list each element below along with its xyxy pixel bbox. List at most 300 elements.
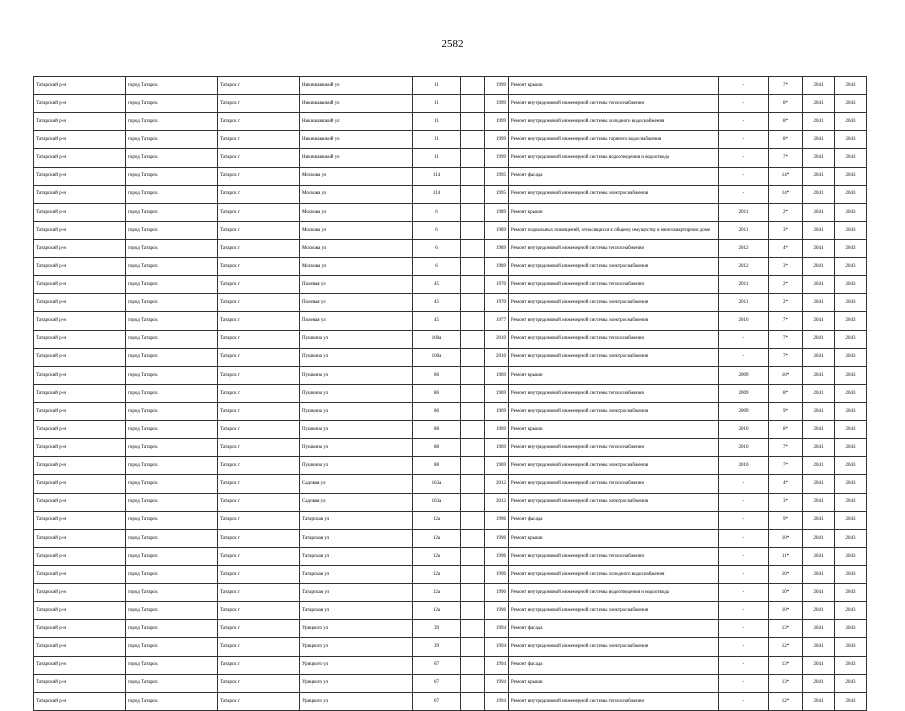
year-built-cell: 1969 (485, 402, 509, 420)
wear-cell: 7* (769, 312, 803, 330)
street-cell: Никишавшкий ул (300, 77, 413, 95)
start-year-cell: 2041 (803, 384, 835, 402)
house-number-cell: 163а (413, 475, 461, 493)
start-year-cell: 2041 (803, 511, 835, 529)
district-cell: Татарский р-н (34, 584, 126, 602)
settlement-cell: город Татарск (126, 258, 218, 276)
year-built-cell: 1999 (485, 77, 509, 95)
work-type-cell: Ремонт внутридомовой инженерной системы теплоснабжения (509, 276, 719, 294)
street-cell: Татарская ул (300, 565, 413, 583)
work-type-cell: Ремонт внутридомовой инженерной системы электроснабжения (509, 638, 719, 656)
locality-cell: Татарск г (218, 149, 300, 167)
district-cell: Татарский р-н (34, 674, 126, 692)
house-number-cell: 11 (413, 113, 461, 131)
year-built-cell: 1969 (485, 439, 509, 457)
work-type-cell: Ремонт внутридомовой инженерной системы теплоснабжения (509, 547, 719, 565)
settlement-cell: город Татарск (126, 312, 218, 330)
start-year-cell: 2041 (803, 203, 835, 221)
end-year-cell: 2043 (835, 584, 867, 602)
district-cell: Татарский р-н (34, 294, 126, 312)
end-year-cell: 2043 (835, 113, 867, 131)
year-built-cell: 1969 (485, 366, 509, 384)
last-repair-year-cell: - (719, 348, 769, 366)
settlement-cell: город Татарск (126, 366, 218, 384)
street-cell: Москова ул (300, 185, 413, 203)
end-year-cell: 2043 (835, 402, 867, 420)
settlement-cell: город Татарск (126, 294, 218, 312)
building-cell (461, 656, 485, 674)
end-year-cell: 2043 (835, 656, 867, 674)
work-type-cell: Ремонт внутридомовой инженерной системы электроснабжения (509, 493, 719, 511)
work-type-cell: Ремонт внутридомовой инженерной системы электроснабжения (509, 294, 719, 312)
building-cell (461, 203, 485, 221)
house-number-cell: 45 (413, 294, 461, 312)
end-year-cell: 2043 (835, 565, 867, 583)
building-cell (461, 493, 485, 511)
building-cell (461, 511, 485, 529)
locality-cell: Татарск г (218, 276, 300, 294)
house-number-cell: 11 (413, 77, 461, 95)
last-repair-year-cell: 2010 (719, 457, 769, 475)
end-year-cell: 2043 (835, 493, 867, 511)
table-row (34, 366, 867, 384)
settlement-cell: город Татарск (126, 131, 218, 149)
house-number-cell: 11 (413, 131, 461, 149)
last-repair-year-cell: 2012 (719, 258, 769, 276)
repair-schedule-table (33, 76, 867, 711)
locality-cell: Татарск г (218, 439, 300, 457)
end-year-cell: 2043 (835, 602, 867, 620)
wear-cell: 2* (769, 203, 803, 221)
district-cell: Татарский р-н (34, 185, 126, 203)
work-type-cell: Ремонт внутридомовой инженерной системы электроснабжения (509, 402, 719, 420)
work-type-cell: Ремонт крыши (509, 529, 719, 547)
locality-cell: Татарск г (218, 656, 300, 674)
district-cell: Татарский р-н (34, 602, 126, 620)
work-type-cell: Ремонт внутридомовой инженерной системы теплоснабжения (509, 439, 719, 457)
district-cell: Татарский р-н (34, 565, 126, 583)
wear-cell: 13* (769, 620, 803, 638)
district-cell: Татарский р-н (34, 366, 126, 384)
work-type-cell: Ремонт внутридомовой инженерной системы водоотведения и водоотвода (509, 584, 719, 602)
year-built-cell: 1989 (485, 203, 509, 221)
work-type-cell: Ремонт фасада (509, 656, 719, 674)
wear-cell: 12* (769, 692, 803, 710)
building-cell (461, 149, 485, 167)
street-cell: Татарская ул (300, 529, 413, 547)
wear-cell: 10* (769, 602, 803, 620)
table-row (34, 656, 867, 674)
wear-cell: 4* (769, 239, 803, 257)
start-year-cell: 2041 (803, 149, 835, 167)
house-number-cell: 6 (413, 239, 461, 257)
page-number: 2582 (441, 38, 464, 50)
building-cell (461, 348, 485, 366)
end-year-cell: 2043 (835, 131, 867, 149)
settlement-cell: город Татарск (126, 620, 218, 638)
year-built-cell: 1996 (485, 529, 509, 547)
street-cell: Полевая ул (300, 276, 413, 294)
last-repair-year-cell: - (719, 167, 769, 185)
work-type-cell: Ремонт подвальных помещений, относящихся к общему имуществу в многоквартирном доме (509, 221, 719, 239)
work-type-cell: Ремонт крыши (509, 77, 719, 95)
last-repair-year-cell: - (719, 493, 769, 511)
last-repair-year-cell: - (719, 602, 769, 620)
start-year-cell: 2041 (803, 656, 835, 674)
house-number-cell: 88 (413, 421, 461, 439)
settlement-cell: город Татарск (126, 77, 218, 95)
locality-cell: Татарск г (218, 95, 300, 113)
district-cell: Татарский р-н (34, 547, 126, 565)
start-year-cell: 2041 (803, 348, 835, 366)
house-number-cell: 67 (413, 674, 461, 692)
locality-cell: Татарск г (218, 239, 300, 257)
start-year-cell: 2041 (803, 95, 835, 113)
street-cell: Москова ул (300, 221, 413, 239)
table-row (34, 602, 867, 620)
locality-cell: Татарск г (218, 312, 300, 330)
wear-cell: 7* (769, 149, 803, 167)
house-number-cell: 86 (413, 366, 461, 384)
settlement-cell: город Татарск (126, 95, 218, 113)
wear-cell: 14* (769, 185, 803, 203)
wear-cell: 9* (769, 402, 803, 420)
building-cell (461, 620, 485, 638)
year-built-cell: 2010 (485, 348, 509, 366)
last-repair-year-cell: 2010 (719, 439, 769, 457)
table-row (34, 529, 867, 547)
last-repair-year-cell: - (719, 674, 769, 692)
end-year-cell: 2043 (835, 258, 867, 276)
building-cell (461, 402, 485, 420)
start-year-cell: 2041 (803, 674, 835, 692)
year-built-cell: 1995 (485, 167, 509, 185)
wear-cell: 9* (769, 511, 803, 529)
settlement-cell: город Татарск (126, 439, 218, 457)
year-built-cell: 1989 (485, 239, 509, 257)
settlement-cell: город Татарск (126, 167, 218, 185)
work-type-cell: Ремонт крыши (509, 421, 719, 439)
work-type-cell: Ремонт внутридомовой инженерной системы электроснабжения (509, 602, 719, 620)
district-cell: Татарский р-н (34, 276, 126, 294)
street-cell: Урицкого ул (300, 638, 413, 656)
start-year-cell: 2041 (803, 402, 835, 420)
table-row (34, 203, 867, 221)
table-row (34, 221, 867, 239)
year-built-cell: 2012 (485, 493, 509, 511)
wear-cell: 7* (769, 330, 803, 348)
house-number-cell: 67 (413, 656, 461, 674)
last-repair-year-cell: - (719, 656, 769, 674)
street-cell: Пушкина ул (300, 457, 413, 475)
table-row (34, 421, 867, 439)
building-cell (461, 239, 485, 257)
start-year-cell: 2041 (803, 330, 835, 348)
start-year-cell: 2041 (803, 185, 835, 203)
district-cell: Татарский р-н (34, 330, 126, 348)
settlement-cell: город Татарск (126, 493, 218, 511)
street-cell: Урицкого ул (300, 620, 413, 638)
table-row (34, 294, 867, 312)
settlement-cell: город Татарск (126, 203, 218, 221)
house-number-cell: 11 (413, 95, 461, 113)
street-cell: Пушкина ул (300, 439, 413, 457)
year-built-cell: 1996 (485, 511, 509, 529)
wear-cell: 13* (769, 674, 803, 692)
street-cell: Полевая ул (300, 294, 413, 312)
locality-cell: Татарск г (218, 638, 300, 656)
locality-cell: Татарск г (218, 294, 300, 312)
district-cell: Татарский р-н (34, 493, 126, 511)
settlement-cell: город Татарск (126, 384, 218, 402)
house-number-cell: 160а (413, 348, 461, 366)
table-row (34, 674, 867, 692)
last-repair-year-cell: - (719, 584, 769, 602)
house-number-cell: 114 (413, 185, 461, 203)
table-row (34, 131, 867, 149)
locality-cell: Татарск г (218, 185, 300, 203)
year-built-cell: 1999 (485, 149, 509, 167)
table-row (34, 620, 867, 638)
work-type-cell: Ремонт фасада (509, 511, 719, 529)
building-cell (461, 529, 485, 547)
table-row (34, 439, 867, 457)
wear-cell: 8* (769, 95, 803, 113)
locality-cell: Татарск г (218, 258, 300, 276)
house-number-cell: 86 (413, 384, 461, 402)
building-cell (461, 312, 485, 330)
locality-cell: Татарск г (218, 167, 300, 185)
district-cell: Татарский р-н (34, 239, 126, 257)
house-number-cell: 6 (413, 203, 461, 221)
year-built-cell: 1977 (485, 312, 509, 330)
locality-cell: Татарск г (218, 511, 300, 529)
district-cell: Татарский р-н (34, 77, 126, 95)
year-built-cell: 1994 (485, 674, 509, 692)
street-cell: Москова ул (300, 203, 413, 221)
end-year-cell: 2043 (835, 475, 867, 493)
settlement-cell: город Татарск (126, 402, 218, 420)
house-number-cell: 39 (413, 638, 461, 656)
wear-cell: 3* (769, 221, 803, 239)
work-type-cell: Ремонт внутридомовой инженерной системы холодного водоснабжения (509, 565, 719, 583)
start-year-cell: 2041 (803, 312, 835, 330)
year-built-cell: 1994 (485, 692, 509, 710)
work-type-cell: Ремонт внутридомовой инженерной системы теплоснабжения (509, 475, 719, 493)
end-year-cell: 2043 (835, 384, 867, 402)
house-number-cell: 12а (413, 529, 461, 547)
end-year-cell: 2043 (835, 529, 867, 547)
work-type-cell: Ремонт крыши (509, 674, 719, 692)
house-number-cell: 12а (413, 602, 461, 620)
wear-cell: 14* (769, 167, 803, 185)
street-cell: Пушкина ул (300, 330, 413, 348)
last-repair-year-cell: - (719, 475, 769, 493)
wear-cell: 8* (769, 113, 803, 131)
start-year-cell: 2041 (803, 167, 835, 185)
start-year-cell: 2041 (803, 547, 835, 565)
wear-cell: 7* (769, 348, 803, 366)
year-built-cell: 1994 (485, 638, 509, 656)
building-cell (461, 167, 485, 185)
wear-cell: 7* (769, 457, 803, 475)
wear-cell: 4* (769, 475, 803, 493)
work-type-cell: Ремонт внутридомовой инженерной системы теплоснабжения (509, 239, 719, 257)
wear-cell: 8* (769, 384, 803, 402)
table-row (34, 348, 867, 366)
building-cell (461, 366, 485, 384)
table-row (34, 312, 867, 330)
end-year-cell: 2043 (835, 421, 867, 439)
end-year-cell: 2043 (835, 674, 867, 692)
end-year-cell: 2043 (835, 620, 867, 638)
work-type-cell: Ремонт фасада (509, 620, 719, 638)
wear-cell: 7* (769, 77, 803, 95)
last-repair-year-cell: 2009 (719, 402, 769, 420)
start-year-cell: 2041 (803, 366, 835, 384)
street-cell: Пушкина ул (300, 384, 413, 402)
house-number-cell: 45 (413, 312, 461, 330)
building-cell (461, 258, 485, 276)
year-built-cell: 1999 (485, 131, 509, 149)
locality-cell: Татарск г (218, 674, 300, 692)
table-row (34, 402, 867, 420)
table-row (34, 258, 867, 276)
locality-cell: Татарск г (218, 330, 300, 348)
year-built-cell: 1995 (485, 185, 509, 203)
end-year-cell: 2043 (835, 330, 867, 348)
district-cell: Татарский р-н (34, 149, 126, 167)
end-year-cell: 2043 (835, 692, 867, 710)
building-cell (461, 221, 485, 239)
settlement-cell: город Татарск (126, 674, 218, 692)
work-type-cell: Ремонт внутридомовой инженерной системы теплоснабжения (509, 95, 719, 113)
street-cell: Урицкого ул (300, 692, 413, 710)
house-number-cell: 88 (413, 439, 461, 457)
work-type-cell: Ремонт фасада (509, 167, 719, 185)
start-year-cell: 2041 (803, 239, 835, 257)
start-year-cell: 2041 (803, 439, 835, 457)
house-number-cell: 12а (413, 511, 461, 529)
last-repair-year-cell: 2010 (719, 312, 769, 330)
year-built-cell: 1994 (485, 620, 509, 638)
table-row (34, 475, 867, 493)
street-cell: Пушкина ул (300, 402, 413, 420)
wear-cell: 8* (769, 131, 803, 149)
end-year-cell: 2043 (835, 149, 867, 167)
house-number-cell: 67 (413, 692, 461, 710)
last-repair-year-cell: - (719, 185, 769, 203)
district-cell: Татарский р-н (34, 439, 126, 457)
start-year-cell: 2041 (803, 276, 835, 294)
last-repair-year-cell: - (719, 692, 769, 710)
settlement-cell: город Татарск (126, 421, 218, 439)
wear-cell: 10* (769, 565, 803, 583)
house-number-cell: 12а (413, 565, 461, 583)
end-year-cell: 2043 (835, 638, 867, 656)
last-repair-year-cell: - (719, 330, 769, 348)
last-repair-year-cell: - (719, 77, 769, 95)
start-year-cell: 2041 (803, 475, 835, 493)
settlement-cell: город Татарск (126, 330, 218, 348)
wear-cell: 13* (769, 656, 803, 674)
work-type-cell: Ремонт внутридомовой инженерной системы теплоснабжения (509, 330, 719, 348)
work-type-cell: Ремонт внутридомовой инженерной системы электроснабжения (509, 348, 719, 366)
district-cell: Татарский р-н (34, 402, 126, 420)
house-number-cell: 6 (413, 221, 461, 239)
building-cell (461, 692, 485, 710)
last-repair-year-cell: 2011 (719, 203, 769, 221)
district-cell: Татарский р-н (34, 656, 126, 674)
settlement-cell: город Татарск (126, 113, 218, 131)
year-built-cell: 1996 (485, 565, 509, 583)
year-built-cell: 1996 (485, 602, 509, 620)
last-repair-year-cell: 2009 (719, 384, 769, 402)
locality-cell: Татарск г (218, 584, 300, 602)
end-year-cell: 2043 (835, 312, 867, 330)
house-number-cell: 114 (413, 167, 461, 185)
street-cell: Никишавшкий ул (300, 149, 413, 167)
building-cell (461, 475, 485, 493)
house-number-cell: 39 (413, 620, 461, 638)
district-cell: Татарский р-н (34, 348, 126, 366)
last-repair-year-cell: 2011 (719, 294, 769, 312)
building-cell (461, 638, 485, 656)
settlement-cell: город Татарск (126, 457, 218, 475)
last-repair-year-cell: - (719, 547, 769, 565)
year-built-cell: 1969 (485, 384, 509, 402)
district-cell: Татарский р-н (34, 692, 126, 710)
district-cell: Татарский р-н (34, 167, 126, 185)
work-type-cell: Ремонт внутридомовой инженерной системы теплоснабжения (509, 384, 719, 402)
district-cell: Татарский р-н (34, 95, 126, 113)
settlement-cell: город Татарск (126, 656, 218, 674)
table-row (34, 638, 867, 656)
house-number-cell: 163а (413, 493, 461, 511)
end-year-cell: 2043 (835, 348, 867, 366)
house-number-cell: 45 (413, 276, 461, 294)
year-built-cell: 1994 (485, 656, 509, 674)
settlement-cell: город Татарск (126, 475, 218, 493)
start-year-cell: 2041 (803, 584, 835, 602)
last-repair-year-cell: 2010 (719, 421, 769, 439)
last-repair-year-cell: - (719, 511, 769, 529)
table-row (34, 149, 867, 167)
work-type-cell: Ремонт внутридомовой инженерной системы холодного водоснабжения (509, 113, 719, 131)
year-built-cell: 2010 (485, 330, 509, 348)
locality-cell: Татарск г (218, 475, 300, 493)
street-cell: Пушкина ул (300, 348, 413, 366)
end-year-cell: 2043 (835, 276, 867, 294)
street-cell: Пушкина ул (300, 366, 413, 384)
settlement-cell: город Татарск (126, 638, 218, 656)
building-cell (461, 584, 485, 602)
street-cell: Москова ул (300, 167, 413, 185)
settlement-cell: город Татарск (126, 602, 218, 620)
street-cell: Никишавшкий ул (300, 113, 413, 131)
district-cell: Татарский р-н (34, 529, 126, 547)
end-year-cell: 2043 (835, 511, 867, 529)
street-cell: Урицкого ул (300, 674, 413, 692)
street-cell: Татарская ул (300, 602, 413, 620)
year-built-cell: 2012 (485, 475, 509, 493)
settlement-cell: город Татарск (126, 348, 218, 366)
settlement-cell: город Татарск (126, 565, 218, 583)
settlement-cell: город Татарск (126, 692, 218, 710)
start-year-cell: 2041 (803, 692, 835, 710)
street-cell: Пушкина ул (300, 421, 413, 439)
end-year-cell: 2043 (835, 185, 867, 203)
